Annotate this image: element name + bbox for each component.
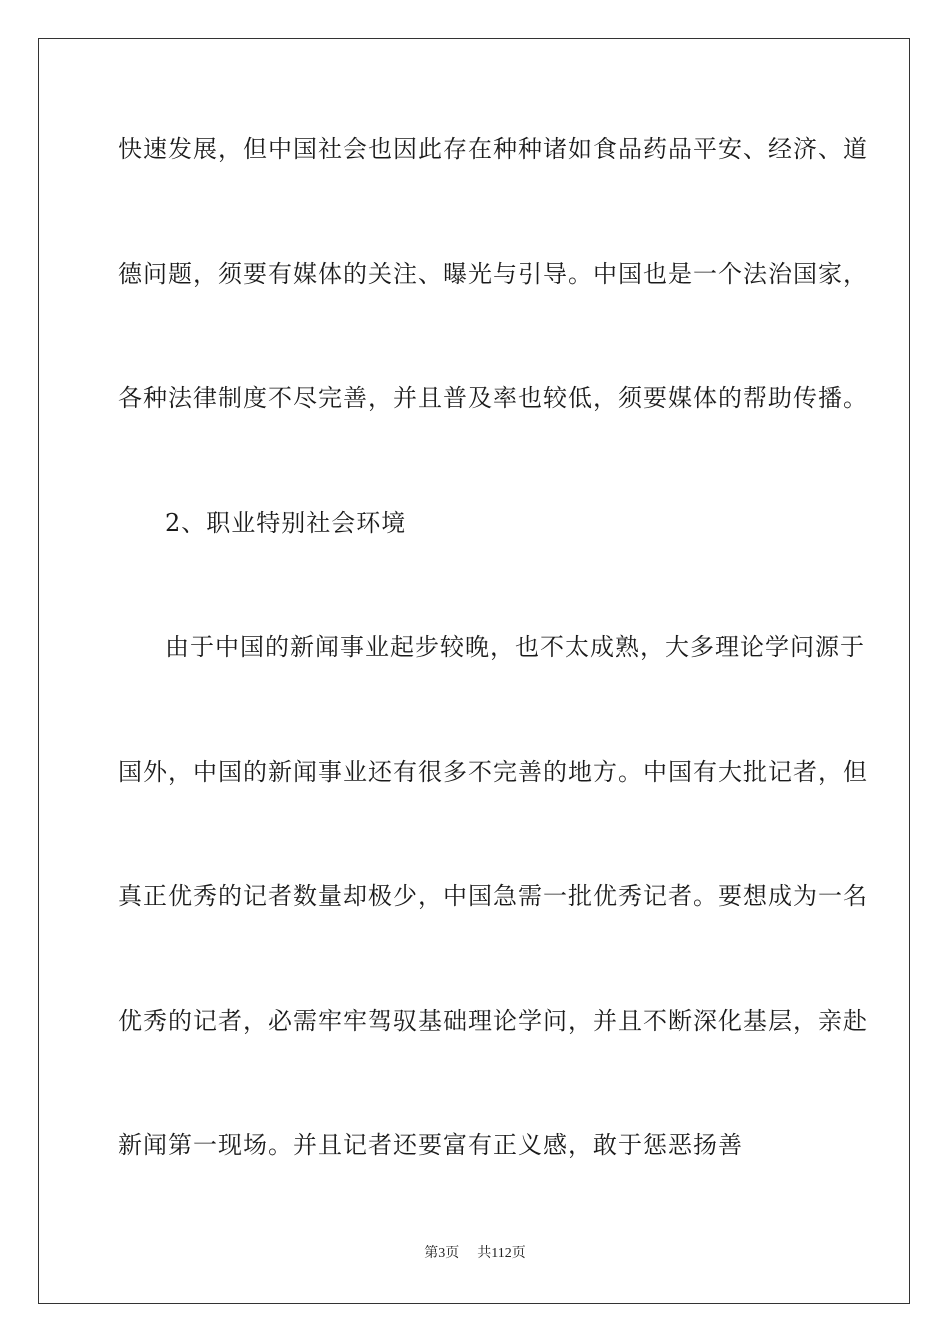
body-text-line: 快速发展，但中国社会也因此存在种种诸如食品药品平安、经济、道 — [118, 135, 868, 163]
section-heading: 2、职业特别社会环境 — [165, 509, 407, 537]
page-total: 共112页 — [477, 1246, 526, 1261]
body-text-line: 各种法律制度不尽完善，并且普及率也较低，须要媒体的帮助传播。 — [118, 384, 868, 412]
body-text-line: 新闻第一现场。并且记者还要富有正义感，敢于惩恶扬善 — [118, 1131, 743, 1159]
page-footer — [0, 1245, 950, 1263]
page-frame — [38, 38, 910, 1304]
body-text-line: 国外，中国的新闻事业还有很多不完善的地方。中国有大批记者，但 — [118, 758, 868, 786]
body-text-line: 优秀的记者，必需牢牢驾驭基础理论学问，并且不断深化基层，亲赴 — [118, 1007, 868, 1035]
body-text-line: 由于中国的新闻事业起步较晚，也不太成熟，大多理论学问源于 — [165, 633, 865, 661]
body-text-line: 德问题，须要有媒体的关注、曝光与引导。中国也是一个法治国家， — [118, 260, 868, 288]
page-number: 第3页 — [424, 1246, 460, 1261]
body-text-line: 真正优秀的记者数量却极少，中国急需一批优秀记者。要想成为一名 — [118, 882, 868, 910]
